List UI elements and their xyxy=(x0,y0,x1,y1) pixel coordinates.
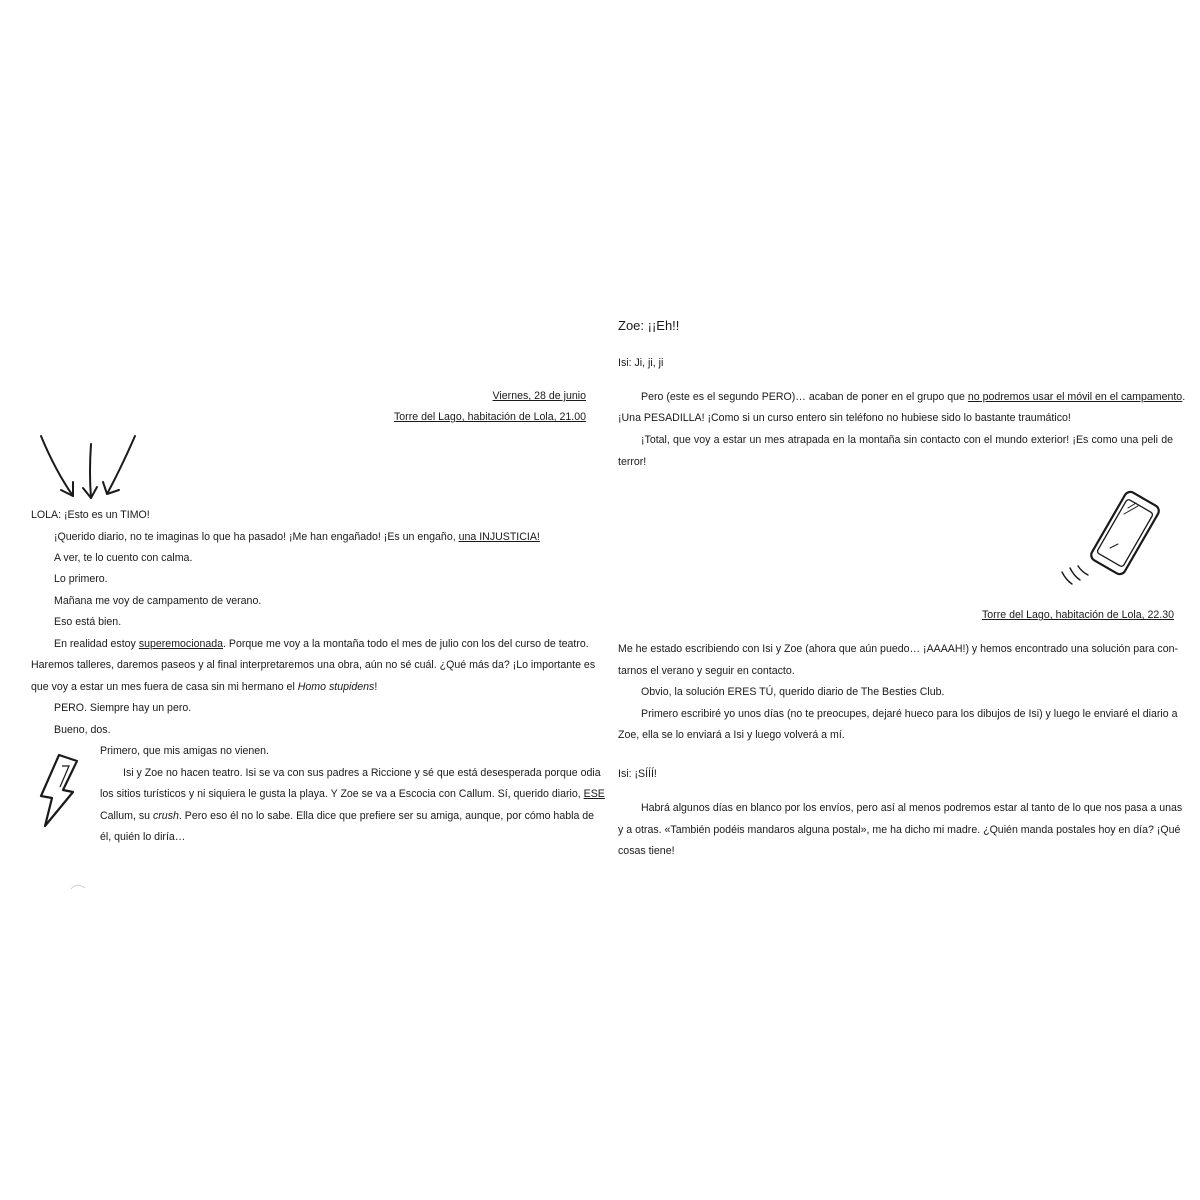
p6-l3-text: que voy a estar un mes fuera de casa sin mi hermano el xyxy=(31,681,298,693)
r1-text: Pero (este es el segundo PERO)… acaban de poner en el grupo que xyxy=(641,391,968,403)
paragraph-3: Lo primero. xyxy=(54,573,108,585)
right-page xyxy=(618,0,1186,1200)
paragraph-10-line-4: él, quién lo diría… xyxy=(100,831,186,843)
left-page xyxy=(31,0,605,1200)
lola-line: LOLA: ¡Esto es un TIMO! xyxy=(31,509,150,521)
faint-mark-icon xyxy=(69,882,87,890)
paragraph-1-text: ¡Querido diario, no te imaginas lo que ha pasado! ¡Me han engañado! ¡Es un engaño, xyxy=(54,531,459,543)
p6-text-a: En realidad estoy xyxy=(54,638,139,650)
right-paragraph-1-line-1 xyxy=(641,391,1186,403)
phone-doodle-icon xyxy=(1058,486,1170,590)
p10-l3-text: Callum, su xyxy=(100,810,153,822)
diary-place-time: Torre del Lago, habitación de Lola, 21.00 xyxy=(393,411,586,423)
paragraph-4: Mañana me voy de campamento de verano. xyxy=(54,595,262,607)
paragraph-6-line-2: Haremos talleres, daremos paseos y al final interpretaremos una obra, aún no sé cuál. ¿Qué más da? ¡Lo importante es xyxy=(31,659,596,671)
zoe-line: Zoe: ¡¡Eh!! xyxy=(618,318,680,333)
right-paragraph-4: Obvio, la solución ERES TÚ, querido diario de The Besties Club. xyxy=(641,686,945,698)
paragraph-6-line-1 xyxy=(54,638,589,650)
p6-l3-italic: Homo stupidens xyxy=(297,681,375,693)
paragraph-6-line-3 xyxy=(31,681,377,693)
lightning-bolt-doodle-icon xyxy=(37,752,81,830)
paragraph-10-line-2 xyxy=(100,788,605,800)
p6-underlined: superemocionada xyxy=(138,638,224,650)
right-paragraph-6-line-1: Habrá algunos días en blanco por los envíos, pero así al menos podremos estar al tanto de lo que nos pasa a unas xyxy=(641,802,1183,814)
p6-text-b: . Porque me voy a la montaña todo el mes de julio con los del curso de teatro. xyxy=(223,638,589,650)
paragraph-10-line-1: Isi y Zoe no hacen teatro. Isi se va con sus padres a Riccione y sé que está desesperada porque odia xyxy=(123,767,601,779)
p6-l3-end: ! xyxy=(374,681,378,693)
r1-underlined: no podremos usar el móvil en el campamento xyxy=(967,391,1183,403)
p10-l2-text: los sitios turísticos y ni siquiera le gusta la playa. Y Zoe se va a Escocia con Callum. Sí, querido diario, xyxy=(100,788,584,800)
paragraph-9: Primero, que mis amigas no vienen. xyxy=(100,745,269,757)
paragraph-7: PERO. Siempre hay un pero. xyxy=(54,702,192,714)
right-paragraph-3-line-1: Me he estado escribiendo con Isi y Zoe (ahora que aún puedo… ¡AAAAH!) y hemos encontrado una solución para con- xyxy=(618,643,1179,655)
paragraph-5: Eso está bien. xyxy=(54,616,122,628)
right-paragraph-2-line-2: terror! xyxy=(618,456,647,468)
paragraph-1 xyxy=(54,531,540,543)
isi-line-1: Isi: Ji, ji, ji xyxy=(618,357,664,369)
right-paragraph-6-line-3: cosas tiene! xyxy=(618,845,675,857)
paragraph-8: Bueno, dos. xyxy=(54,724,111,736)
p10-l3-end: . Pero eso él no lo sabe. Ella dice que prefiere ser su amiga, aunque, por cómo habla de xyxy=(178,810,595,822)
place-time-2: Torre del Lago, habitación de Lola, 22.30 xyxy=(981,609,1174,621)
right-paragraph-5-line-1: Primero escribiré yo unos días (no te preocupes, dejaré hueco para los dibujos de Isi) y luego le enviaré el diario a xyxy=(641,708,1178,720)
isi-line-2: Isi: ¡SÍÍÍ! xyxy=(618,768,657,780)
r1-end: . xyxy=(1182,391,1186,403)
p10-l2-underlined: ESE xyxy=(583,788,605,800)
p10-l3-italic: crush xyxy=(152,810,179,822)
paragraph-2: A ver, te lo cuento con calma. xyxy=(54,552,193,564)
paragraph-1-underlined: una INJUSTICIA! xyxy=(458,531,540,543)
right-paragraph-6-line-2: y a otras. «También podéis mandaros alguna postal», me ha dicho mi madre. ¿Quién manda postales hoy en día? ¡Qué xyxy=(618,824,1181,836)
three-arrows-doodle-icon xyxy=(37,432,147,504)
diary-date: Viernes, 28 de junio xyxy=(492,390,586,402)
right-paragraph-5-line-2: Zoe, ella se lo enviará a Isi y luego volverá a mí. xyxy=(618,729,845,741)
right-paragraph-1-line-2: ¡Una PESADILLA! ¡Como si un curso entero sin teléfono no hubiese sido lo bastante traumático! xyxy=(618,412,1071,424)
right-paragraph-3-line-2: tarnos el verano y seguir en contacto. xyxy=(618,665,795,677)
right-paragraph-2-line-1: ¡Total, que voy a estar un mes atrapada en la montaña sin contacto con el mundo exterior! ¡Es como una peli de xyxy=(641,434,1173,446)
paragraph-10-line-3 xyxy=(100,810,595,822)
